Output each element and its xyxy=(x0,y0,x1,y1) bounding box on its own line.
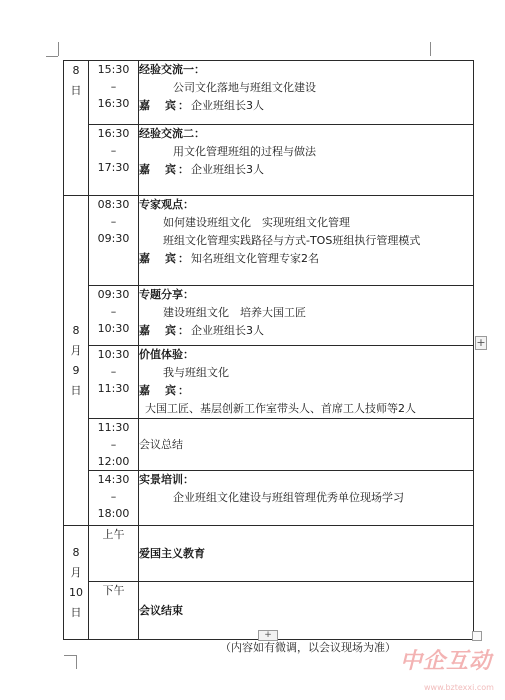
time-cell xyxy=(89,346,139,419)
document-caption: （内容如有微调，以会议现场为准） xyxy=(220,641,396,654)
session-title: 经验交流一： xyxy=(139,63,205,76)
time-cell xyxy=(89,286,139,346)
content-cell xyxy=(139,61,474,125)
time-start: 11:30 xyxy=(97,421,130,434)
time-start: 08:30 xyxy=(97,198,130,211)
session-topic: 建设班组文化 培养大国工匠 xyxy=(163,306,306,319)
session-topic: 用文化管理班组的过程与做法 xyxy=(173,145,316,158)
session-plain: 会议总结 xyxy=(139,437,183,451)
time-end: 18:00 xyxy=(97,507,130,520)
time-start: 10:30 xyxy=(97,348,130,361)
time-cell xyxy=(89,526,139,582)
crop-mark-top-left-h xyxy=(46,56,58,57)
time-dash: – xyxy=(110,80,117,93)
day-text: 10 xyxy=(69,585,83,599)
time-cell xyxy=(89,471,139,526)
time-dash: – xyxy=(110,215,117,228)
content-cell xyxy=(139,419,474,471)
content-cell xyxy=(139,196,474,286)
time-end: 16:30 xyxy=(97,97,130,110)
time-cell xyxy=(89,582,139,640)
day-text: 日 xyxy=(70,605,82,619)
day-text: 9 xyxy=(72,363,80,377)
time-start: 09:30 xyxy=(97,288,130,301)
time-label: 上午 xyxy=(102,528,125,541)
guest-label: 嘉 宾： xyxy=(139,384,191,397)
day-text: 日 xyxy=(70,84,82,97)
row-insert-handle[interactable]: + xyxy=(476,336,486,349)
watermark-url: www.bztexxi.com xyxy=(424,683,494,692)
table-row xyxy=(64,286,474,346)
time-dash: – xyxy=(110,490,117,503)
day-text: 月 xyxy=(70,565,82,579)
table-row xyxy=(64,196,474,286)
table-resize-handle[interactable] xyxy=(472,631,482,641)
content-cell xyxy=(139,471,474,526)
table-row xyxy=(64,471,474,526)
time-end: 09:30 xyxy=(97,232,130,245)
session-title: 会议结束 xyxy=(139,603,183,617)
session-topic: 我与班组文化 xyxy=(163,366,229,379)
time-cell xyxy=(89,61,139,125)
crop-mark-bottom-left xyxy=(64,655,76,656)
table-row xyxy=(64,346,474,419)
session-title: 专家观点： xyxy=(139,198,194,211)
session-topic: 如何建设班组文化 实现班组文化管理 xyxy=(163,216,350,229)
day-cell-10 xyxy=(64,526,89,640)
guest-label: 嘉 宾： xyxy=(139,99,191,112)
day-text: 日 xyxy=(70,383,82,397)
time-label: 下午 xyxy=(102,584,125,597)
time-cell xyxy=(89,125,139,196)
time-cell xyxy=(89,419,139,471)
table-row xyxy=(64,419,474,471)
guest-value: 企业班组长3人 xyxy=(191,163,264,176)
time-end: 17:30 xyxy=(97,161,130,174)
column-insert-handle[interactable]: + xyxy=(258,630,278,641)
time-end: 12:00 xyxy=(97,455,130,468)
watermark-logo: 中企互动 xyxy=(400,649,493,674)
crop-mark-top-left xyxy=(58,42,59,56)
session-title: 价值体验： xyxy=(139,348,194,361)
schedule-table xyxy=(63,60,474,640)
guest-label: 嘉 宾： xyxy=(139,252,191,265)
day-text: 月 xyxy=(70,343,82,357)
session-topic: 企业班组文化建设与班组管理优秀单位现场学习 xyxy=(173,491,404,504)
time-end: 11:30 xyxy=(97,382,130,395)
guest-label: 嘉 宾： xyxy=(139,324,191,337)
time-end: 10:30 xyxy=(97,322,130,335)
session-title: 实景培训： xyxy=(139,473,194,486)
time-start: 15:30 xyxy=(97,63,130,76)
table-row xyxy=(64,125,474,196)
guest-value: 企业班组长3人 xyxy=(191,99,264,112)
session-title: 专题分享： xyxy=(139,288,194,301)
guest-value: 企业班组长3人 xyxy=(191,324,264,337)
guest-value: 知名班组文化管理专家2名 xyxy=(191,252,319,265)
crop-mark-bottom-left-v xyxy=(76,655,77,669)
time-dash: – xyxy=(110,144,117,157)
content-cell xyxy=(139,286,474,346)
table-row xyxy=(64,526,474,582)
session-topic: 班组文化管理实践路径与方式-TOS班组执行管理模式 xyxy=(163,234,421,247)
content-cell xyxy=(139,346,474,419)
crop-mark-top-right xyxy=(430,42,431,56)
time-start: 16:30 xyxy=(97,127,130,140)
time-cell xyxy=(89,196,139,286)
day-text: 8 xyxy=(72,64,80,77)
time-dash: – xyxy=(110,438,117,451)
content-cell xyxy=(139,526,474,582)
guest-value: 大国工匠、基层创新工作室带头人、首席工人技师等2人 xyxy=(145,402,416,415)
content-cell xyxy=(139,582,474,640)
content-cell xyxy=(139,125,474,196)
session-topic: 公司文化落地与班组文化建设 xyxy=(173,81,316,94)
session-title: 爱国主义教育 xyxy=(139,546,205,560)
day-cell-9 xyxy=(64,196,89,526)
time-dash: – xyxy=(110,305,117,318)
table-row xyxy=(64,61,474,125)
guest-label: 嘉 宾： xyxy=(139,163,191,176)
time-dash: – xyxy=(110,365,117,378)
day-cell-8 xyxy=(64,61,89,196)
day-text: 8 xyxy=(72,545,80,559)
session-title: 经验交流二： xyxy=(139,127,205,140)
time-start: 14:30 xyxy=(97,473,130,486)
day-text: 8 xyxy=(72,323,80,337)
